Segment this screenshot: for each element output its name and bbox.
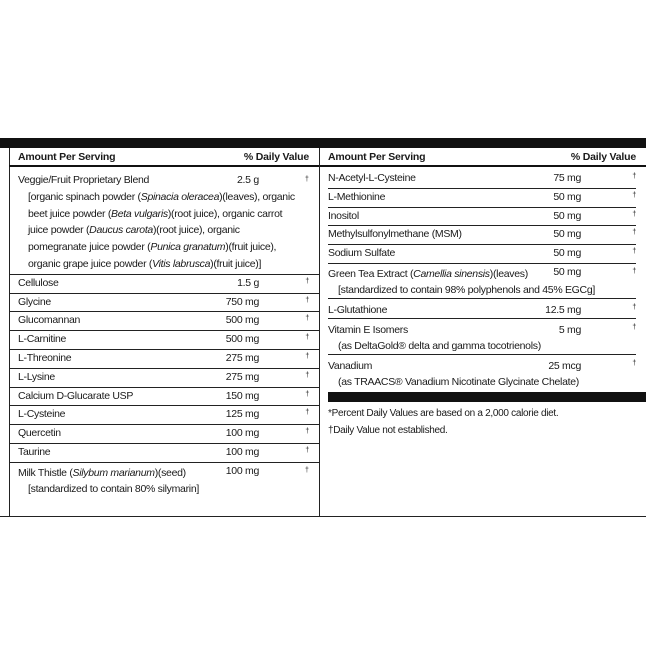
vanadium-dv: † [632,359,636,367]
vanadium-amount: 25 mcg [548,359,581,372]
blend-amount: 2.5 g [237,174,259,186]
ingredient-name: L-Cysteine [18,408,66,421]
ingredient-row [9,444,319,463]
ingredient-row [9,312,319,331]
ingredient-amount: 50 mg [553,209,581,222]
vitamin-e-dv: † [632,323,636,331]
footnote-dv-not-established: †Daily Value not established. [328,424,448,436]
ingredient-name: Inositol [328,209,359,222]
ingredient-name: Methylsulfonylmethane (MSM) [328,228,462,241]
amount-per-serving-heading: Amount Per Serving [18,150,116,163]
ingredient-name: L-Methionine [328,190,386,203]
right-header [320,148,646,167]
vitamin-e-name: Vitamin E Isomers [328,323,408,336]
ingredient-name: Glycine [18,295,51,308]
milk-thistle-row [9,463,319,497]
ingredient-dv: † [305,371,309,379]
ingredient-row [9,275,319,294]
ingredient-row [9,294,319,313]
ingredient-amount: 750 mg [225,295,259,308]
daily-value-heading: % Daily Value [243,150,309,163]
ingredient-dv: † [305,428,309,436]
ingredient-name: Calcium D-Glucarate USP [18,389,134,402]
right-ingredient-list [320,167,646,264]
ingredient-name: Quercetin [18,427,61,440]
left-column [9,148,319,497]
ingredient-name: N-Acetyl-L-Cysteine [328,172,416,184]
ingredient-dv: † [305,334,309,342]
vitamin-e-sub: (as DeltaGold® delta and gamma tocotrienols) [338,339,541,352]
milk-thistle-name: Milk Thistle (Silybum marianum)(seed) [18,466,186,479]
ingredient-dv: † [305,390,309,398]
milk-thistle-dv: † [305,466,309,474]
ingredient-amount: 275 mg [225,370,259,383]
ingredient-row [328,226,636,245]
green-tea-amount: 50 mg [553,265,581,278]
ingredient-dv: † [305,409,309,417]
ingredient-amount: 75 mg [553,172,581,184]
left-ingredient-list [9,275,319,463]
ingredient-dv: † [632,248,636,256]
ingredient-row [328,189,636,208]
ingredient-name: Cellulose [18,276,59,289]
ingredient-row [9,331,319,350]
ingredient-row [9,388,319,407]
ingredient-amount: 100 mg [225,445,259,458]
glutathione-dv: † [632,303,636,311]
amount-per-serving-heading-right: Amount Per Serving [328,150,426,163]
ingredient-amount: 100 mg [225,427,259,440]
footnote-bar [328,392,646,402]
glutathione-amount: 12.5 mg [545,303,581,316]
ingredient-amount: 500 mg [225,333,259,346]
ingredient-dv: † [305,315,309,323]
footnotes [320,405,646,439]
ingredient-row [328,245,636,264]
ingredient-name: L-Threonine [18,351,72,364]
blend-name: Veggie/Fruit Proprietary Blend [18,174,150,186]
daily-value-heading-right: % Daily Value [570,150,636,163]
vanadium-row [328,355,636,390]
ingredient-dv: † [305,296,309,304]
blend-row [9,167,319,275]
vanadium-name: Vanadium [328,359,373,372]
right-complex-rows [320,264,646,390]
ingredient-dv: † [632,191,636,199]
right-column [320,148,646,439]
blend-description: [organic spinach powder (Spinacia oleracea)(leaves), organic beet juice powder (Beta vulgaris)(root juice), organic carrot juice powder (Daucus carota)(root juice), organic pomegranate juice powder (Punica granatum)(fruit juice), organic grape juice powder (Vitis labrusca)(fruit juice)] [28,190,295,270]
ingredient-amount: 500 mg [225,314,259,327]
ingredient-name: Taurine [18,445,51,458]
ingredient-dv: † [632,173,636,180]
green-tea-row [328,264,636,299]
glutathione-row [328,299,636,319]
ingredient-dv: † [632,229,636,237]
ingredient-dv: † [305,352,309,360]
ingredient-row [9,425,319,444]
green-tea-dv: † [632,267,636,275]
milk-thistle-sub: [standardized to contain 80% silymarin] [28,482,199,495]
footnote-percent-dv: *Percent Daily Values are based on a 2,000 calorie diet. [328,407,559,419]
ingredient-amount: 275 mg [225,351,259,364]
top-bar [0,138,646,148]
supplement-facts-panel [0,138,646,517]
ingredient-amount: 1.5 g [237,276,259,289]
ingredient-name: L-Carnitine [18,333,67,346]
vitamin-e-amount: 5 mg [558,323,581,336]
green-tea-name: Green Tea Extract (Camellia sinensis)(leaves) [328,267,528,280]
ingredient-amount: 50 mg [553,190,581,203]
ingredient-row [9,350,319,369]
vanadium-sub: (as TRAACS® Vanadium Nicotinate Glycinate Chelate) [338,375,579,388]
ingredient-amount: 50 mg [553,247,581,260]
ingredient-dv: † [632,210,636,218]
ingredient-amount: 50 mg [553,228,581,241]
ingredient-row [328,208,636,227]
left-header [9,148,319,167]
ingredient-dv: † [305,446,309,454]
vitamin-e-row [328,319,636,355]
green-tea-sub: [standardized to contain 98% polyphenols and 45% EGCg] [338,283,595,296]
ingredient-amount: 150 mg [225,389,259,402]
ingredient-row [9,369,319,388]
glutathione-name: L-Glutathione [328,303,388,316]
ingredient-row [9,406,319,425]
blend-dv: † [305,176,309,183]
ingredient-row [328,170,636,189]
ingredient-dv: † [305,277,309,285]
ingredient-name: Sodium Sulfate [328,247,396,260]
ingredient-amount: 125 mg [225,408,259,421]
ingredient-name: Glucomannan [18,314,81,327]
milk-thistle-amount: 100 mg [225,464,259,477]
ingredient-name: L-Lysine [18,370,55,383]
